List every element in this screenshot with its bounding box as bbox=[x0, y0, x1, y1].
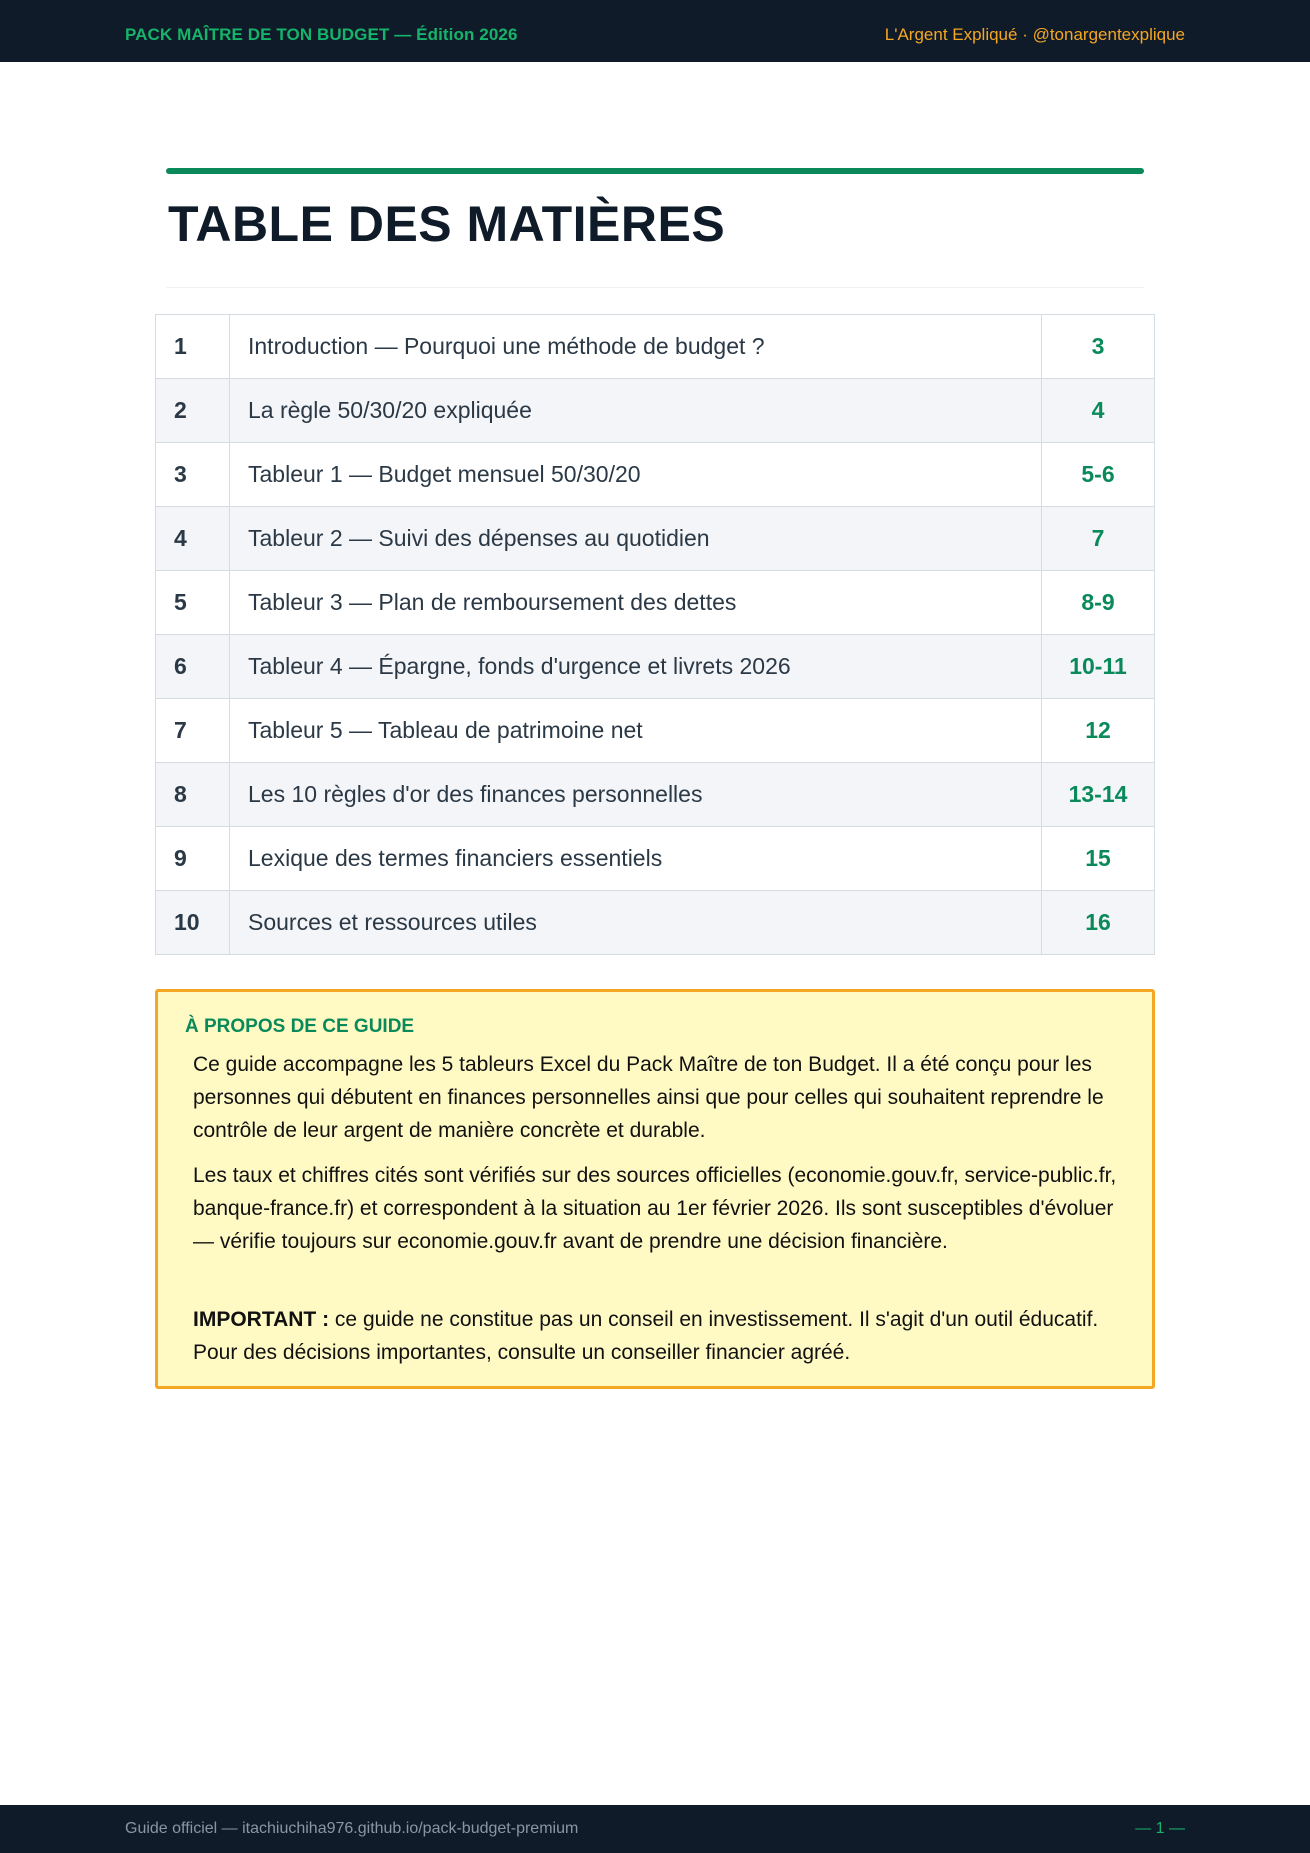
toc-page: 5-6 bbox=[1042, 443, 1155, 507]
toc-row[interactable] bbox=[156, 635, 1155, 699]
toc-number: 3 bbox=[156, 443, 230, 507]
header-brand: L'Argent Expliqué · @tonargentexplique bbox=[884, 25, 1185, 44]
toc-number: 6 bbox=[156, 635, 230, 699]
toc-number: 4 bbox=[156, 507, 230, 571]
table-of-contents bbox=[155, 314, 1155, 955]
toc-page: 7 bbox=[1042, 507, 1155, 571]
about-paragraph-disclaimer bbox=[193, 1303, 1123, 1369]
toc-page: 3 bbox=[1042, 315, 1155, 379]
toc-title: Lexique des termes financiers essentiels bbox=[230, 827, 1042, 891]
footer-source: Guide officiel — itachiuchiha976.github.io/pack-budget-premium bbox=[125, 1820, 579, 1837]
toc-number: 7 bbox=[156, 699, 230, 763]
toc-title: Sources et ressources utiles bbox=[230, 891, 1042, 955]
toc-title: Introduction — Pourquoi une méthode de budget ? bbox=[230, 315, 1042, 379]
about-paragraph-sources: Les taux et chiffres cités sont vérifiés sur des sources officielles (economie.gouv.fr, service-public.fr, banque-france.fr) et correspondent à la situation au 1er février 2026. Ils sont susceptibles d'évoluer — vérifie toujours sur economie.gouv.fr avant de prendre une décision financière. bbox=[193, 1164, 1117, 1253]
toc-page: 12 bbox=[1042, 699, 1155, 763]
toc-row[interactable] bbox=[156, 507, 1155, 571]
toc-number: 10 bbox=[156, 891, 230, 955]
toc-title: Les 10 règles d'or des finances personnelles bbox=[230, 763, 1042, 827]
about-heading: À PROPOS DE CE GUIDE bbox=[185, 1016, 415, 1037]
toc-title: Tableur 2 — Suivi des dépenses au quotidien bbox=[230, 507, 1042, 571]
toc-title: Tableur 1 — Budget mensuel 50/30/20 bbox=[230, 443, 1042, 507]
toc-page: 13-14 bbox=[1042, 763, 1155, 827]
toc-page: 10-11 bbox=[1042, 635, 1155, 699]
toc-row[interactable] bbox=[156, 379, 1155, 443]
toc-number: 9 bbox=[156, 827, 230, 891]
toc-number: 5 bbox=[156, 571, 230, 635]
toc-number: 2 bbox=[156, 379, 230, 443]
toc-row[interactable] bbox=[156, 315, 1155, 379]
page-number: — 1 — bbox=[1135, 1820, 1185, 1837]
disclaimer-text: ce guide ne constitue pas un conseil en investissement. Il s'agit d'un outil éducatif. Pour des décisions importantes, consulte un conseiller financier agréé. bbox=[193, 1308, 1099, 1364]
title-accent-line bbox=[166, 168, 1144, 174]
header-pack-title: PACK MAÎTRE DE TON BUDGET — Édition 2026 bbox=[125, 25, 518, 44]
toc-title: Tableur 4 — Épargne, fonds d'urgence et livrets 2026 bbox=[230, 635, 1042, 699]
toc-page: 8-9 bbox=[1042, 571, 1155, 635]
toc-number: 8 bbox=[156, 763, 230, 827]
page-title: TABLE DES MATIÈRES bbox=[168, 196, 726, 252]
toc-row[interactable] bbox=[156, 763, 1155, 827]
toc-title: La règle 50/30/20 expliquée bbox=[230, 379, 1042, 443]
important-label: IMPORTANT : bbox=[193, 1308, 330, 1331]
toc-title: Tableur 5 — Tableau de patrimoine net bbox=[230, 699, 1042, 763]
about-paragraph-intro: Ce guide accompagne les 5 tableurs Excel du Pack Maître de ton Budget. Il a été conçu pour les personnes qui débutent en finances personnelles ainsi que pour celles qui souhaitent reprendre le contrôle de leur argent de manière concrète et durable. bbox=[193, 1053, 1104, 1142]
header-bar bbox=[0, 0, 1310, 62]
toc-title: Tableur 3 — Plan de remboursement des dettes bbox=[230, 571, 1042, 635]
toc-row[interactable] bbox=[156, 827, 1155, 891]
title-divider bbox=[166, 287, 1144, 288]
about-guide-box bbox=[155, 989, 1155, 1389]
toc-number: 1 bbox=[156, 315, 230, 379]
toc-row[interactable] bbox=[156, 571, 1155, 635]
toc-page: 4 bbox=[1042, 379, 1155, 443]
toc-page: 15 bbox=[1042, 827, 1155, 891]
footer-bar bbox=[0, 1805, 1310, 1853]
toc-row[interactable] bbox=[156, 443, 1155, 507]
toc-row[interactable] bbox=[156, 891, 1155, 955]
toc-page: 16 bbox=[1042, 891, 1155, 955]
toc-row[interactable] bbox=[156, 699, 1155, 763]
